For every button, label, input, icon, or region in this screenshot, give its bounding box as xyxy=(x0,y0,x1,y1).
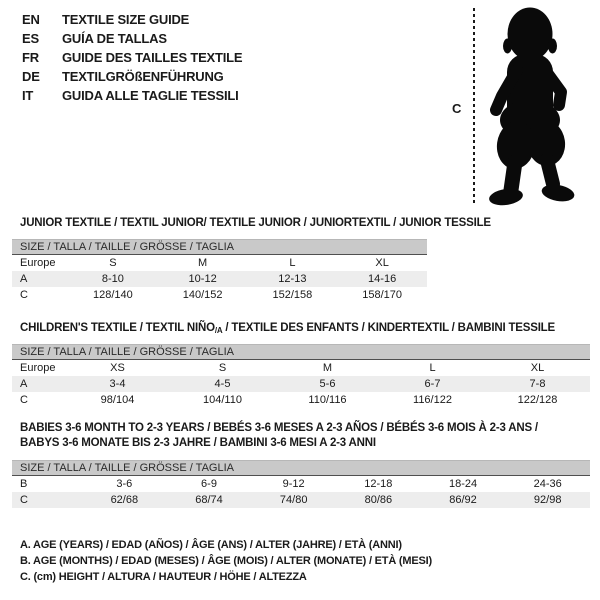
size-cell: 86/92 xyxy=(449,494,477,506)
language-code: EN xyxy=(22,12,40,27)
children-table-title xyxy=(20,321,555,338)
size-cell: S xyxy=(218,362,227,374)
footnote-b: B. AGE (MONTHS) / EDAD (MESES) / ÂGE (MOIS) / ALTER (MONATE) / ETÀ (MESI) xyxy=(20,555,432,567)
junior-table-title: JUNIOR TEXTILE / TEXTIL JUNIOR/ TEXTILE JUNIOR / JUNIORTEXTIL / JUNIOR TESSILE xyxy=(20,217,491,229)
size-cell: 128/140 xyxy=(92,289,133,301)
title-line-1: BABIES 3-6 MONTH TO 2-3 YEARS / BEBÉS 3-6 MESES A 2-3 AÑOS / BÉBÉS 3-6 MOIS À 2-3 ANS / xyxy=(20,422,538,434)
size-cell: 116/122 xyxy=(413,394,452,406)
language-code: DE xyxy=(22,69,40,84)
size-cell: XS xyxy=(110,362,125,374)
size-cell: 122/128 xyxy=(517,394,558,406)
size-cell: 92/98 xyxy=(533,494,562,506)
language-code: IT xyxy=(22,88,34,103)
size-cell: 9-12 xyxy=(282,478,305,490)
size-cell: 110/116 xyxy=(308,394,347,406)
size-header-bar: SIZE / TALLA / TAILLE / GRÖSSE / TAGLIA xyxy=(12,344,590,360)
size-cell: 74/80 xyxy=(279,494,308,506)
language-row-en xyxy=(22,10,242,29)
footnote-c: C. (cm) HEIGHT / ALTURA / HAUTEUR / HÖHE / ALTEZZA xyxy=(20,571,307,583)
table-row-height xyxy=(12,492,590,508)
row-label: C xyxy=(20,289,28,301)
table-row-age xyxy=(12,376,590,392)
size-cell: 68/74 xyxy=(195,494,223,506)
table-row-age-months xyxy=(12,476,590,492)
table-row-age xyxy=(12,271,427,287)
language-row-it xyxy=(22,86,242,105)
size-cell: 24-36 xyxy=(533,478,562,490)
babies-table-title xyxy=(20,421,538,451)
language-code: FR xyxy=(22,50,39,65)
language-label: TEXTILGRÖßENFÜHRUNG xyxy=(62,69,224,84)
size-cell: 3-4 xyxy=(109,378,126,390)
size-cell: 6-9 xyxy=(201,478,217,490)
size-cell: M xyxy=(198,257,208,269)
size-cell: 5-6 xyxy=(319,378,336,390)
language-code: ES xyxy=(22,31,39,46)
size-cell: 3-6 xyxy=(116,478,133,490)
language-row-fr xyxy=(22,48,242,67)
title-text: / TEXTILE DES ENFANTS / KINDERTEXTIL / BAMBINI TESSILE xyxy=(222,322,555,334)
language-label: GUIDA ALLE TAGLIE TESSILI xyxy=(62,88,239,103)
size-cell: 80/86 xyxy=(364,494,393,506)
height-measure-label: C xyxy=(452,101,462,116)
table-row-europe xyxy=(12,255,427,271)
size-header-bar: SIZE / TALLA / TAILLE / GRÖSSE / TAGLIA xyxy=(12,460,590,476)
junior-size-table xyxy=(12,239,427,303)
title-line-2: BABYS 3-6 MONATE BIS 2-3 JAHRE / BAMBINI 3-6 MESI A 2-3 ANNI xyxy=(20,437,376,449)
row-label: B xyxy=(20,478,28,490)
size-cell: 12-13 xyxy=(278,273,307,285)
row-label: A xyxy=(20,273,28,285)
size-cell: 18-24 xyxy=(448,478,478,490)
table-row-height xyxy=(12,392,590,408)
size-cell: 12-18 xyxy=(364,478,393,490)
toddler-silhouette xyxy=(483,4,581,210)
footnote-a: A. AGE (YEARS) / EDAD (AÑOS) / ÂGE (ANS) / ALTER (JAHRE) / ETÀ (ANNI) xyxy=(20,539,402,551)
size-cell: L xyxy=(429,362,436,374)
size-cell: 140/152 xyxy=(182,289,223,301)
title-subscript: /A xyxy=(214,326,223,335)
row-label: Europe xyxy=(20,257,56,269)
size-cell: 98/104 xyxy=(100,394,135,406)
size-cell: 62/68 xyxy=(110,494,139,506)
size-cell: 14-16 xyxy=(368,273,397,285)
language-row-de xyxy=(22,67,242,86)
table-row-europe xyxy=(12,360,590,376)
size-cell: 158/170 xyxy=(362,289,402,301)
language-label: TEXTILE SIZE GUIDE xyxy=(62,12,190,27)
title-text: CHILDREN'S TEXTILE / TEXTIL NIÑO xyxy=(20,322,215,334)
row-label: Europe xyxy=(20,362,56,374)
footnote-legend xyxy=(20,537,432,585)
babies-size-table xyxy=(12,460,590,508)
size-cell: 10-12 xyxy=(188,273,217,285)
size-cell: 4-5 xyxy=(214,378,231,390)
size-cell: 6-7 xyxy=(424,378,441,390)
size-header-bar: SIZE / TALLA / TAILLE / GRÖSSE / TAGLIA xyxy=(12,239,427,255)
size-cell: 7-8 xyxy=(529,378,546,390)
size-cell: XL xyxy=(530,362,545,374)
size-cell: 152/158 xyxy=(272,289,313,301)
table-row-height xyxy=(12,287,427,303)
size-cell: S xyxy=(109,257,117,269)
height-dashed-line xyxy=(473,8,475,206)
language-row-es xyxy=(22,29,242,48)
children-size-table xyxy=(12,344,590,408)
language-label: GUIDE DES TAILLES TEXTILE xyxy=(62,50,243,65)
size-cell: 104/110 xyxy=(203,394,242,406)
size-cell: M xyxy=(322,362,333,374)
size-cell: XL xyxy=(375,257,389,269)
language-label: GUÍA DE TALLAS xyxy=(62,31,167,46)
size-cell: 8-10 xyxy=(101,273,124,285)
size-cell: L xyxy=(289,257,296,269)
row-label: C xyxy=(20,394,28,406)
row-label: A xyxy=(20,378,28,390)
language-list xyxy=(22,10,242,105)
row-label: C xyxy=(20,494,28,506)
